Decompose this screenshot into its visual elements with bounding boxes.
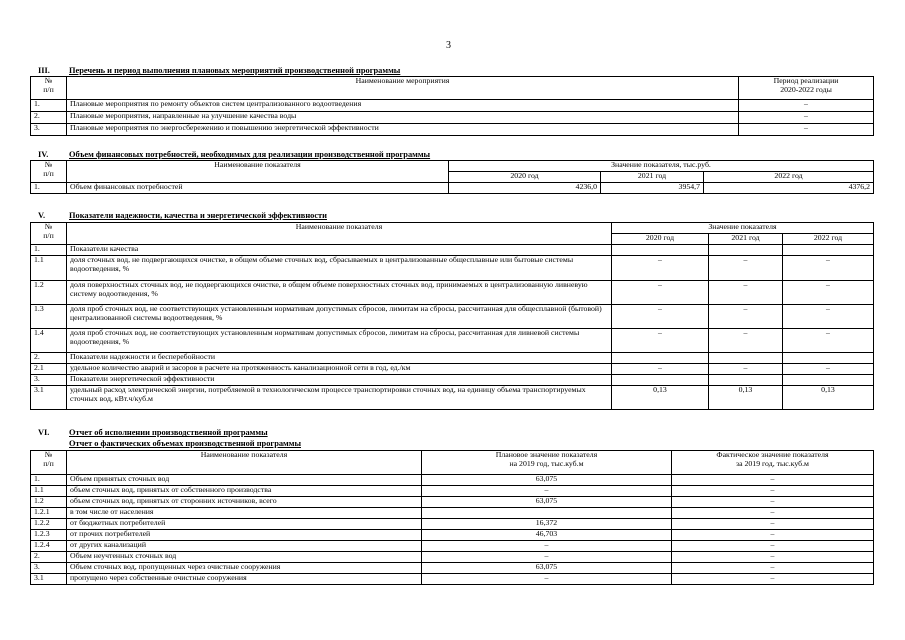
row-num: 1.2 — [31, 497, 67, 508]
section3-table — [30, 76, 874, 136]
row-2022 — [783, 375, 874, 386]
row-fact: – — [672, 475, 874, 486]
table-row — [31, 519, 874, 530]
row-fact: – — [672, 541, 874, 552]
col-num-header: № п/п — [31, 223, 67, 245]
table-row — [31, 329, 874, 353]
row-2021: – — [709, 329, 783, 353]
row-2021 — [709, 375, 783, 386]
row-name: Объем сточных вод, пропущенных через очистные сооружения — [67, 563, 422, 574]
row-num: 1.2.1 — [31, 508, 67, 519]
row-num: 1. — [31, 100, 67, 112]
row-num: 1.4 — [31, 329, 67, 353]
row-2021: – — [709, 305, 783, 329]
row-num: 3. — [31, 563, 67, 574]
row-name: пропущено через собственные очистные сооружения — [67, 574, 422, 585]
row-2020 — [612, 353, 709, 364]
row-2020 — [612, 245, 709, 256]
row-name: доля поверхностных сточных вод, не подвергающихся очистке, в общем объеме поверхностных сточных вод, принимаемых в централизованную ливневую систему водоотведения, % — [67, 281, 612, 305]
row-plan: 63,075 — [422, 563, 672, 574]
table-row — [31, 574, 874, 585]
row-name: от других канализаций — [67, 541, 422, 552]
row-fact: – — [672, 563, 874, 574]
row-2021 — [709, 245, 783, 256]
section3-heading — [38, 66, 400, 75]
row-num: 1.2.3 — [31, 530, 67, 541]
section6-table — [30, 450, 874, 585]
row-num: 1.3 — [31, 305, 67, 329]
row-period: – — [739, 124, 874, 136]
col-name-header: Наименование мероприятия — [67, 77, 739, 100]
row-name: Плановые мероприятия по энергосбережению и повышению энергетической эффективности — [67, 124, 739, 136]
row-name: Объем финансовых потребностей — [67, 183, 449, 194]
table-row — [31, 375, 874, 386]
col-2022-header: 2022 год — [783, 234, 874, 245]
row-2021: – — [709, 281, 783, 305]
row-2021 — [709, 353, 783, 364]
table-row — [31, 353, 874, 364]
row-plan — [422, 508, 672, 519]
row-2020: 4236,0 — [449, 183, 601, 194]
row-num: 3. — [31, 124, 67, 136]
col-num-header: № п/п — [31, 77, 67, 100]
row-name: удельный расход электрической энергии, потребляемой в технологическом процессе транспортировки сточных вод, на единицу объема транспортируемых сточных вод, кВт.ч/куб.м — [67, 386, 612, 410]
row-plan: – — [422, 541, 672, 552]
row-2022: 4376,2 — [704, 183, 874, 194]
section4-heading — [38, 150, 430, 159]
section6-number: VI. — [38, 428, 50, 437]
table-row — [31, 497, 874, 508]
row-fact: – — [672, 530, 874, 541]
col-2021-header: 2021 год — [709, 234, 783, 245]
page-number: 3 — [446, 40, 451, 51]
col-name-header: Наименование показателя — [67, 161, 449, 183]
row-2021: – — [709, 256, 783, 281]
row-plan: 46,703 — [422, 530, 672, 541]
table-row — [31, 486, 874, 497]
table-row — [31, 563, 874, 574]
table-row — [31, 124, 874, 136]
table-row — [31, 281, 874, 305]
col-name-header: Наименование показателя — [67, 223, 612, 245]
col-num-header: № п/п — [31, 161, 67, 183]
row-name: в том числе от населения — [67, 508, 422, 519]
col-period-header: Период реализации 2020-2022 годы — [739, 77, 874, 100]
table-row — [31, 305, 874, 329]
row-num: 3.1 — [31, 574, 67, 585]
col-value-header: Значение показателя, тыс.руб. — [449, 161, 874, 172]
row-2022: – — [783, 281, 874, 305]
row-2021: – — [709, 364, 783, 375]
row-name: от бюджетных потребителей — [67, 519, 422, 530]
row-name: Показатели энергетической эффективности — [67, 375, 612, 386]
row-2020: 0,13 — [612, 386, 709, 410]
row-num: 2. — [31, 353, 67, 364]
section3-title: Перечень и период выполнения плановых мероприятий производственной программы — [69, 66, 401, 75]
row-num: 1.2.2 — [31, 519, 67, 530]
row-fact: – — [672, 574, 874, 585]
row-2022 — [783, 245, 874, 256]
row-name: доля сточных вод, не подвергающихся очистке, в общем объеме сточных вод, сбрасываемых в централизованные общесплавные или бытовые системы водоотведения, % — [67, 256, 612, 281]
row-2022 — [783, 353, 874, 364]
table-row — [31, 541, 874, 552]
row-plan: 63,075 — [422, 497, 672, 508]
row-name: Показатели качества — [67, 245, 612, 256]
row-fact: – — [672, 552, 874, 563]
col-2020-header: 2020 год — [612, 234, 709, 245]
col-plan-header: Плановое значение показателя на 2019 год, тыс.куб.м — [422, 451, 672, 475]
table-header-row — [31, 451, 874, 475]
row-fact: – — [672, 497, 874, 508]
section6-title: Отчет об исполнении производственной программы — [69, 428, 268, 437]
row-name: доля проб сточных вод, не соответствующих установленным нормативам допустимых сбросов, лимитам на сбросы, рассчитанная для ливневой системы водоотведения, % — [67, 329, 612, 353]
table-row — [31, 364, 874, 375]
row-2022: – — [783, 305, 874, 329]
table-row — [31, 256, 874, 281]
col-2021-header: 2021 год — [601, 172, 704, 183]
row-num: 2.1 — [31, 364, 67, 375]
row-fact: – — [672, 508, 874, 519]
row-name: доля проб сточных вод, не соответствующих установленным нормативам допустимых сбросов, лимитам на сбросы, рассчитанная для общесплавной (бытовой) централизованной системы водоотведения, % — [67, 305, 612, 329]
row-fact: – — [672, 486, 874, 497]
row-name: Объем принятых сточных вод — [67, 475, 422, 486]
section6-subtitle — [69, 439, 301, 448]
row-name: удельное количество аварий и засоров в расчете на протяженность канализационной сети в год, ед./км — [67, 364, 612, 375]
col-2022-header: 2022 год — [704, 172, 874, 183]
col-num-header: № п/п — [31, 451, 67, 475]
row-num: 1.2.4 — [31, 541, 67, 552]
row-num: 1.2 — [31, 281, 67, 305]
col-name-header: Наименование показателя — [67, 451, 422, 475]
table-row — [31, 245, 874, 256]
row-period: – — [739, 100, 874, 112]
row-2020: – — [612, 305, 709, 329]
row-2022: – — [783, 329, 874, 353]
row-name: Плановые мероприятия по ремонту объектов систем централизованного водоотведения — [67, 100, 739, 112]
row-2022: 0,13 — [783, 386, 874, 410]
section5-number: V. — [38, 211, 46, 220]
col-value-header: Значение показателя — [612, 223, 874, 234]
row-2020: – — [612, 364, 709, 375]
table-row — [31, 112, 874, 124]
table-row — [31, 183, 874, 194]
section6-subtitle-text: Отчет о фактических объемах производственной программы — [69, 439, 301, 448]
row-name: объем сточных вод, принятых от сторонних источников, всего — [67, 497, 422, 508]
row-name: Показатели надежности и бесперебойности — [67, 353, 612, 364]
row-plan: 63,075 — [422, 475, 672, 486]
row-num: 1.1 — [31, 256, 67, 281]
row-fact: – — [672, 519, 874, 530]
table-row — [31, 530, 874, 541]
row-num: 2. — [31, 552, 67, 563]
row-name: Объем неучтенных сточных вод — [67, 552, 422, 563]
table-header-row — [31, 223, 874, 234]
row-name: Плановые мероприятия, направленные на улучшение качества воды — [67, 112, 739, 124]
row-num: 2. — [31, 112, 67, 124]
col-2020-header: 2020 год — [449, 172, 601, 183]
table-row — [31, 552, 874, 563]
section4-title: Объем финансовых потребностей, необходимых для реализации производственной программы — [69, 150, 431, 159]
row-num: 3. — [31, 375, 67, 386]
table-header-row — [31, 161, 874, 172]
row-plan: – — [422, 574, 672, 585]
row-2021: 3954,7 — [601, 183, 704, 194]
table-row — [31, 475, 874, 486]
row-2020: – — [612, 281, 709, 305]
row-2020: – — [612, 256, 709, 281]
section4-table — [30, 160, 874, 194]
table-header-row — [31, 77, 874, 100]
row-plan: – — [422, 552, 672, 563]
row-2020 — [612, 375, 709, 386]
row-plan: 16,372 — [422, 519, 672, 530]
row-2022: – — [783, 256, 874, 281]
row-num: 1. — [31, 245, 67, 256]
section3-number: III. — [38, 66, 50, 75]
row-name: от прочих потребителей — [67, 530, 422, 541]
row-plan: – — [422, 486, 672, 497]
row-num: 3.1 — [31, 386, 67, 410]
section5-heading — [38, 211, 327, 220]
table-row — [31, 386, 874, 410]
row-2022: – — [783, 364, 874, 375]
row-name: объем сточных вод, принятых от собственного производства — [67, 486, 422, 497]
row-num: 1. — [31, 183, 67, 194]
section5-title: Показатели надежности, качества и энергетической эффективности — [69, 211, 327, 220]
section4-number: IV. — [38, 150, 49, 159]
row-period: – — [739, 112, 874, 124]
col-fact-header: Фактическое значение показателя за 2019 год, тыс.куб.м — [672, 451, 874, 475]
row-2020: – — [612, 329, 709, 353]
table-row — [31, 508, 874, 519]
section5-table — [30, 222, 874, 410]
row-num: 1. — [31, 475, 67, 486]
row-2021: 0,13 — [709, 386, 783, 410]
table-row — [31, 100, 874, 112]
row-num: 1.1 — [31, 486, 67, 497]
section6-heading — [38, 428, 268, 437]
